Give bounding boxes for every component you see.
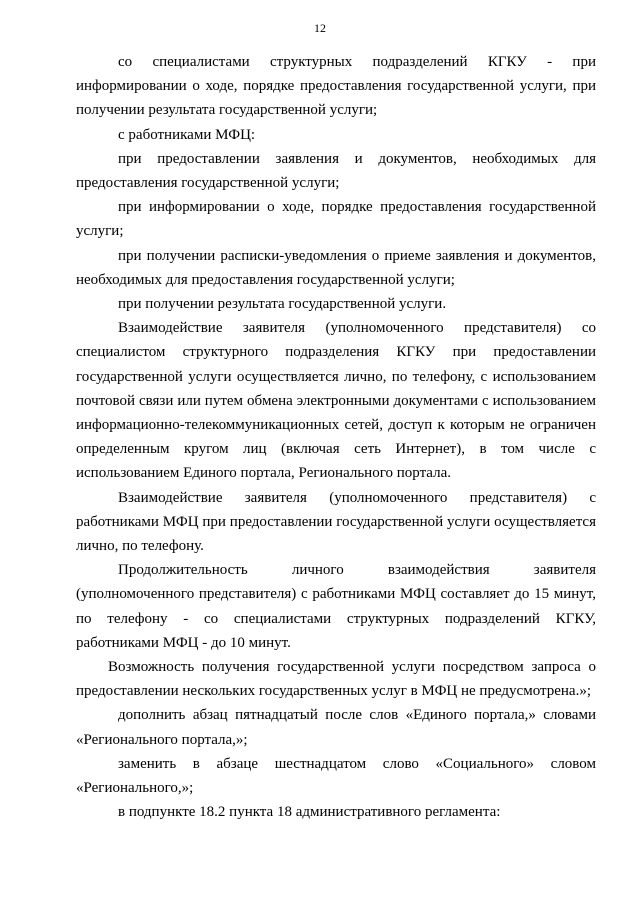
paragraph: при получении расписки-уведомления о приеме заявления и документов, необходимых для предоставления государственной услуги; xyxy=(76,247,596,288)
page-number: 12 xyxy=(314,21,326,35)
paragraph: при информировании о ходе, порядке предоставления государственной услуги; xyxy=(76,199,596,240)
document-body xyxy=(76,50,596,825)
paragraph: Продолжительность личного взаимодействия заявителя (уполномоченного представителя) с работниками МФЦ составляет до 15 минут, по телефону - со специалистами структурных подразделений КГКУ, работниками МФЦ - до 10 минут. xyxy=(76,562,596,651)
paragraph: дополнить абзац пятнадцатый после слов «Единого портала,» словами «Регионального портала,»; xyxy=(76,707,596,748)
paragraph: в подпункте 18.2 пункта 18 административного регламента: xyxy=(118,804,501,821)
paragraph: Взаимодействие заявителя (уполномоченного представителя) со специалистом структурного подразделения КГКУ при предоставлении государственной услуги осуществляется лично, по телефону, с использованием почтовой связи или путем обмена электронными документами с использованием информационно-телекоммуникационных сетей, доступ к которым не ограничен определенным кругом лиц (включая сеть Интернет), в том числе с использованием Единого портала, Регионального портала. xyxy=(76,320,596,482)
paragraph: со специалистами структурных подразделений КГКУ - при информировании о ходе, порядке предоставления государственной услуги, при получении результата государственной услуги; xyxy=(76,54,596,119)
paragraph: Взаимодействие заявителя (уполномоченного представителя) с работниками МФЦ при предоставлении государственной услуги осуществляется лично, по телефону. xyxy=(76,489,596,555)
paragraph: с работниками МФЦ: xyxy=(118,126,256,143)
paragraph: при получении результата государственной услуги. xyxy=(118,296,447,313)
paragraph: при предоставлении заявления и документов, необходимых для предоставления государственной услуги; xyxy=(76,150,596,192)
paragraph: Возможность получения государственной услуги посредством запроса о предоставлении нескольких государственных услуг в МФЦ не предусмотрена.»; xyxy=(76,659,596,700)
paragraph: заменить в абзаце шестнадцатом слово «Социального» словом «Регионального,»; xyxy=(76,755,596,797)
